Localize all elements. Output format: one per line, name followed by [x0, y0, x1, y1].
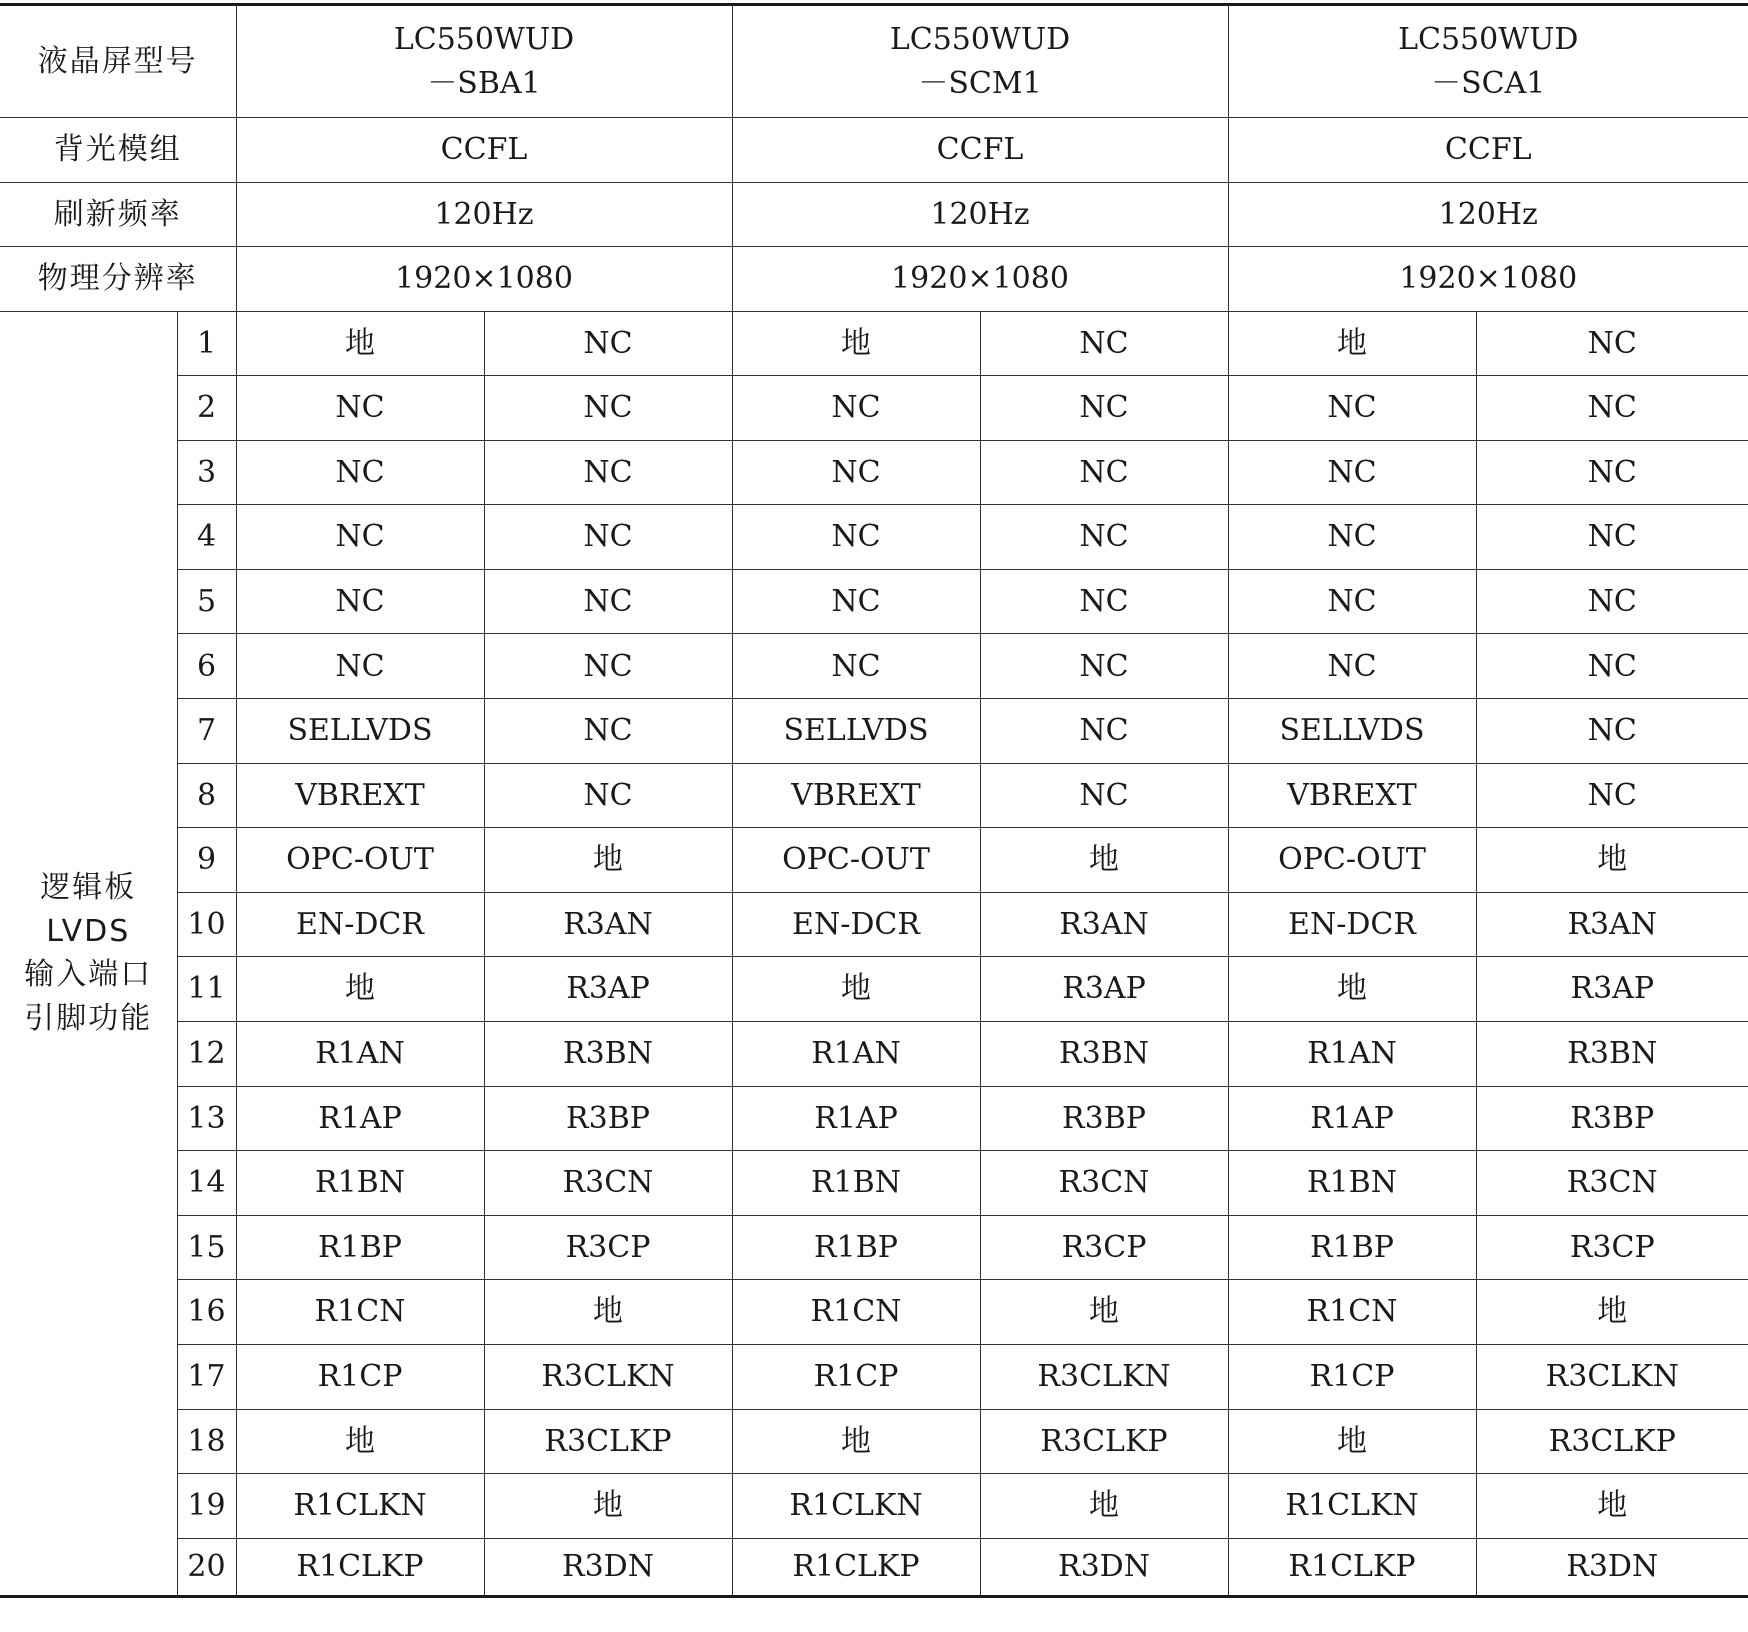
pin-number: 4: [177, 505, 236, 570]
spec-label: 物理分辨率: [0, 247, 236, 312]
model-header-cell: [1228, 5, 1748, 118]
pin-function-cell: NC: [236, 569, 484, 634]
pin-number: 12: [177, 1022, 236, 1087]
pin-function-cell: R1CN: [732, 1280, 980, 1345]
pin-number: 10: [177, 892, 236, 957]
pin-function-cell: R1AN: [1228, 1022, 1476, 1087]
pin-function-cell: NC: [732, 569, 980, 634]
pin-function-cell: NC: [732, 440, 980, 505]
pin-function-cell: 地: [1476, 1474, 1748, 1539]
pin-function-cell: R1BP: [1228, 1215, 1476, 1280]
pin-section-label: [0, 311, 177, 1596]
pin-number: 5: [177, 569, 236, 634]
pin-row: [0, 1280, 1748, 1345]
pin-function-cell: R3CP: [484, 1215, 732, 1280]
pin-number: 16: [177, 1280, 236, 1345]
pin-function-cell: SELLVDS: [732, 699, 980, 764]
pin-function-cell: NC: [980, 311, 1228, 376]
pin-function-cell: R1BN: [1228, 1151, 1476, 1216]
pin-section-label-line: 逻辑板: [40, 870, 137, 906]
pin-function-cell: R1CLKP: [236, 1538, 484, 1596]
pin-function-cell: NC: [484, 311, 732, 376]
pin-function-cell: OPC-OUT: [732, 828, 980, 893]
pin-function-cell: NC: [484, 763, 732, 828]
pin-function-cell: 地: [484, 1280, 732, 1345]
pin-row: [0, 634, 1748, 699]
pin-function-cell: NC: [1476, 634, 1748, 699]
model-name: LC550WUD: [393, 22, 575, 57]
pin-number: 9: [177, 828, 236, 893]
pin-function-cell: R1CLKN: [732, 1474, 980, 1539]
pin-function-cell: R3CLKN: [484, 1345, 732, 1410]
pin-function-cell: 地: [1476, 828, 1748, 893]
spec-label: 刷新频率: [0, 182, 236, 247]
pin-function-cell: SELLVDS: [236, 699, 484, 764]
pin-function-cell: R3CLKP: [1476, 1409, 1748, 1474]
spec-value: 1920×1080: [732, 247, 1228, 312]
pin-function-cell: NC: [484, 440, 732, 505]
pin-function-cell: R1CN: [236, 1280, 484, 1345]
pin-function-cell: 地: [236, 311, 484, 376]
pin-function-cell: EN-DCR: [732, 892, 980, 957]
pin-row: [0, 892, 1748, 957]
pin-row: [0, 763, 1748, 828]
pin-function-cell: NC: [236, 440, 484, 505]
pin-row: [0, 376, 1748, 441]
pin-section-label-line: 引脚功能: [24, 1000, 153, 1036]
pin-function-cell: NC: [484, 376, 732, 441]
pin-function-cell: NC: [1476, 763, 1748, 828]
pin-number: 17: [177, 1345, 236, 1410]
pin-function-cell: R3CP: [980, 1215, 1228, 1280]
pin-function-cell: 地: [980, 1474, 1228, 1539]
spec-row-backlight: [0, 118, 1748, 183]
pin-number: 20: [177, 1538, 236, 1596]
pin-function-cell: NC: [1228, 634, 1476, 699]
pin-function-cell: NC: [484, 699, 732, 764]
pin-function-cell: 地: [484, 828, 732, 893]
pin-function-cell: R1CP: [732, 1345, 980, 1410]
pin-function-cell: 地: [1228, 311, 1476, 376]
pin-function-cell: R3CN: [1476, 1151, 1748, 1216]
pin-function-cell: R3AN: [980, 892, 1228, 957]
pin-function-cell: NC: [1476, 311, 1748, 376]
pin-function-cell: NC: [980, 505, 1228, 570]
pin-function-cell: OPC-OUT: [236, 828, 484, 893]
spec-value: 1920×1080: [236, 247, 732, 312]
pin-section-label-line: 输入端口: [24, 957, 153, 993]
model-header-row: [0, 5, 1748, 118]
pin-row: [0, 311, 1748, 376]
pin-function-cell: NC: [1476, 376, 1748, 441]
pin-function-cell: VBREXT: [1228, 763, 1476, 828]
pin-function-cell: NC: [980, 376, 1228, 441]
pin-function-cell: 地: [980, 828, 1228, 893]
pin-number: 3: [177, 440, 236, 505]
pin-function-cell: R1CLKN: [236, 1474, 484, 1539]
pin-number: 1: [177, 311, 236, 376]
spec-value: CCFL: [1228, 118, 1748, 183]
pin-number: 6: [177, 634, 236, 699]
pin-function-cell: R1AP: [236, 1086, 484, 1151]
pin-section-label-line: LVDS: [46, 913, 131, 949]
pin-function-cell: NC: [980, 699, 1228, 764]
pin-function-cell: VBREXT: [732, 763, 980, 828]
pin-function-cell: NC: [980, 440, 1228, 505]
pin-number: 18: [177, 1409, 236, 1474]
pin-function-cell: VBREXT: [236, 763, 484, 828]
pin-function-cell: NC: [236, 376, 484, 441]
pin-function-cell: R3AP: [1476, 957, 1748, 1022]
pin-function-cell: EN-DCR: [1228, 892, 1476, 957]
pin-row: [0, 1538, 1748, 1596]
pin-row: [0, 1022, 1748, 1087]
pin-function-cell: NC: [1476, 440, 1748, 505]
pin-function-cell: R3CLKP: [980, 1409, 1228, 1474]
pin-function-cell: R3BN: [1476, 1022, 1748, 1087]
pin-function-cell: R3BN: [980, 1022, 1228, 1087]
pin-function-cell: R3BP: [980, 1086, 1228, 1151]
pin-function-cell: R1CLKN: [1228, 1474, 1476, 1539]
pin-row: [0, 1409, 1748, 1474]
pin-function-cell: NC: [1476, 699, 1748, 764]
pin-number: 13: [177, 1086, 236, 1151]
pin-function-cell: R3CN: [980, 1151, 1228, 1216]
pin-function-cell: R3CLKP: [484, 1409, 732, 1474]
pin-function-cell: NC: [732, 376, 980, 441]
pin-function-cell: NC: [732, 634, 980, 699]
pin-function-cell: R3BP: [1476, 1086, 1748, 1151]
model-suffix: －SCM1: [918, 65, 1042, 101]
pin-function-cell: R1CLKP: [732, 1538, 980, 1596]
pin-function-cell: R3CN: [484, 1151, 732, 1216]
pin-function-cell: R3CLKN: [1476, 1345, 1748, 1410]
pin-function-cell: R3AP: [484, 957, 732, 1022]
pin-function-cell: NC: [980, 569, 1228, 634]
pin-function-cell: R3AP: [980, 957, 1228, 1022]
pin-function-cell: NC: [484, 505, 732, 570]
model-suffix: －SBA1: [427, 65, 541, 101]
pin-function-cell: NC: [484, 569, 732, 634]
pin-function-cell: 地: [236, 957, 484, 1022]
pin-number: 11: [177, 957, 236, 1022]
pin-row: [0, 1474, 1748, 1539]
pin-function-cell: R1BN: [236, 1151, 484, 1216]
model-header-cell: [732, 5, 1228, 118]
pin-function-cell: 地: [980, 1280, 1228, 1345]
pin-function-cell: R3DN: [980, 1538, 1228, 1596]
pin-row: [0, 699, 1748, 764]
pin-function-cell: R1BP: [732, 1215, 980, 1280]
pin-row: [0, 1151, 1748, 1216]
pin-number: 2: [177, 376, 236, 441]
pin-function-cell: R1AN: [236, 1022, 484, 1087]
pin-row: [0, 1086, 1748, 1151]
model-name: LC550WUD: [1398, 22, 1579, 57]
pin-row: [0, 505, 1748, 570]
pin-function-cell: R3BN: [484, 1022, 732, 1087]
pin-row: [0, 1215, 1748, 1280]
pin-function-cell: R3DN: [484, 1538, 732, 1596]
pin-function-cell: OPC-OUT: [1228, 828, 1476, 893]
pin-function-cell: EN-DCR: [236, 892, 484, 957]
pin-function-cell: R1BP: [236, 1215, 484, 1280]
spec-value: 120Hz: [732, 182, 1228, 247]
pin-function-cell: R1AN: [732, 1022, 980, 1087]
pin-number: 15: [177, 1215, 236, 1280]
pin-function-cell: R1CP: [236, 1345, 484, 1410]
spec-value: CCFL: [236, 118, 732, 183]
pin-function-cell: NC: [980, 634, 1228, 699]
model-header-label: 液晶屏型号: [0, 5, 236, 118]
spec-row-refresh-rate: [0, 182, 1748, 247]
pin-function-cell: NC: [484, 634, 732, 699]
pin-function-cell: R1CP: [1228, 1345, 1476, 1410]
pin-function-cell: R1CLKP: [1228, 1538, 1476, 1596]
pin-function-cell: NC: [1228, 505, 1476, 570]
pin-function-cell: NC: [1476, 569, 1748, 634]
pin-function-cell: NC: [1228, 440, 1476, 505]
pin-function-cell: R1AP: [1228, 1086, 1476, 1151]
model-header-cell: [236, 5, 732, 118]
model-suffix: －SCA1: [1431, 65, 1546, 101]
pin-function-cell: R3BP: [484, 1086, 732, 1151]
pin-function-cell: 地: [732, 1409, 980, 1474]
pin-function-cell: NC: [236, 634, 484, 699]
pin-function-cell: 地: [732, 311, 980, 376]
pin-function-cell: R1CN: [1228, 1280, 1476, 1345]
pin-function-cell: NC: [1228, 569, 1476, 634]
pin-function-cell: NC: [1228, 376, 1476, 441]
spec-value: 1920×1080: [1228, 247, 1748, 312]
pin-row: [0, 828, 1748, 893]
spec-label: 背光模组: [0, 118, 236, 183]
pin-function-cell: R3DN: [1476, 1538, 1748, 1596]
pin-function-cell: NC: [236, 505, 484, 570]
pin-function-cell: SELLVDS: [1228, 699, 1476, 764]
pin-function-cell: 地: [732, 957, 980, 1022]
pin-function-cell: R1BN: [732, 1151, 980, 1216]
pin-function-cell: 地: [1228, 957, 1476, 1022]
pin-function-cell: NC: [980, 763, 1228, 828]
pin-function-cell: R1AP: [732, 1086, 980, 1151]
spec-value: CCFL: [732, 118, 1228, 183]
pin-row: [0, 569, 1748, 634]
pin-number: 7: [177, 699, 236, 764]
spec-value: 120Hz: [236, 182, 732, 247]
pin-function-cell: 地: [1228, 1409, 1476, 1474]
lcd-spec-table: [0, 3, 1748, 1598]
spec-row-resolution: [0, 247, 1748, 312]
pin-row: [0, 957, 1748, 1022]
pin-function-cell: R3CLKN: [980, 1345, 1228, 1410]
pin-number: 19: [177, 1474, 236, 1539]
pin-function-cell: 地: [1476, 1280, 1748, 1345]
spec-value: 120Hz: [1228, 182, 1748, 247]
pin-number: 8: [177, 763, 236, 828]
pin-function-cell: R3AN: [484, 892, 732, 957]
pin-function-cell: R3CP: [1476, 1215, 1748, 1280]
model-name: LC550WUD: [889, 22, 1071, 57]
pin-function-cell: R3AN: [1476, 892, 1748, 957]
pin-row: [0, 1345, 1748, 1410]
pin-function-cell: 地: [484, 1474, 732, 1539]
pin-function-cell: NC: [1476, 505, 1748, 570]
pin-function-cell: NC: [732, 505, 980, 570]
pin-row: [0, 440, 1748, 505]
pin-function-cell: 地: [236, 1409, 484, 1474]
pin-number: 14: [177, 1151, 236, 1216]
